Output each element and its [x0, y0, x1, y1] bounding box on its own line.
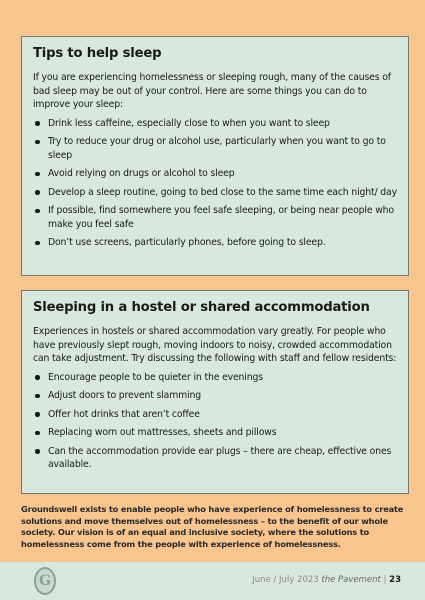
hostel-intro: Experiences in hostels or shared accommodation vary greatly. For people who have previously slept rough, moving indoors to noisy, crowded accommodation can take adjustment. Try discussing the following with staff and fellow residents:: [33, 326, 397, 364]
tips-heading: Tips to help sleep: [33, 46, 162, 61]
list-item: If possible, find somewhere you feel safe sleeping, or being near people who make you feel safe: [33, 204, 397, 231]
bullet-icon: [35, 412, 40, 417]
list-item: Drink less caffeine, especially close to when you want to sleep: [33, 117, 397, 131]
bullet-icon: [35, 140, 40, 145]
hostel-heading: Sleeping in a hostel or shared accommodation: [33, 300, 370, 315]
tips-box: [21, 36, 409, 276]
separator: |: [383, 575, 387, 585]
list-item: Avoid relying on drugs or alcohol to sleep: [33, 167, 397, 181]
page-footer-bar: [0, 562, 425, 600]
hostel-list: [33, 371, 397, 472]
list-item: Don’t use screens, particularly phones, before going to sleep.: [33, 236, 397, 250]
bullet-icon: [35, 190, 40, 195]
list-item: Encourage people to be quieter in the evenings: [33, 371, 397, 385]
bullet-icon: [35, 121, 40, 126]
bullet-icon: [35, 241, 40, 246]
list-item: Offer hot drinks that aren’t coffee: [33, 408, 397, 422]
bullet-icon: [35, 431, 40, 436]
tips-list: [33, 117, 397, 250]
page-number: 23: [389, 575, 401, 585]
bullet-icon: [35, 375, 40, 380]
bullet-icon: [35, 209, 40, 214]
page-info: [252, 574, 401, 586]
bullet-icon: [35, 394, 40, 399]
bullet-icon: [35, 449, 40, 454]
list-item: Can the accommodation provide ear plugs – there are cheap, effective ones available.: [33, 445, 397, 472]
bullet-icon: [35, 172, 40, 177]
tips-intro: If you are experiencing homelessness or sleeping rough, many of the causes of bad sleep may be out of your control. Here are some things you can do to improve your sleep:: [33, 72, 391, 110]
hostel-box: [21, 290, 409, 494]
issue-date: June / July 2023: [252, 575, 319, 585]
list-item: Try to reduce your drug or alcohol use, particularly when you want to go to sleep: [33, 135, 397, 162]
publication-name: the Pavement: [321, 575, 381, 585]
about-groundswell-text: Groundswell exists to enable people who have experience of homelessness to create solutions and move themselves out of homelessness – to the benefit of our whole society. Our vision is of an equal and inclusive society, where the solutions to homelessness come from the people with experience of homelessness.: [21, 504, 404, 549]
list-item: Replacing worn out mattresses, sheets and pillows: [33, 426, 397, 440]
groundswell-logo-icon: G: [34, 567, 56, 595]
list-item: Adjust doors to prevent slamming: [33, 389, 397, 403]
list-item: Develop a sleep routine, going to bed close to the same time each night/ day: [33, 186, 397, 200]
